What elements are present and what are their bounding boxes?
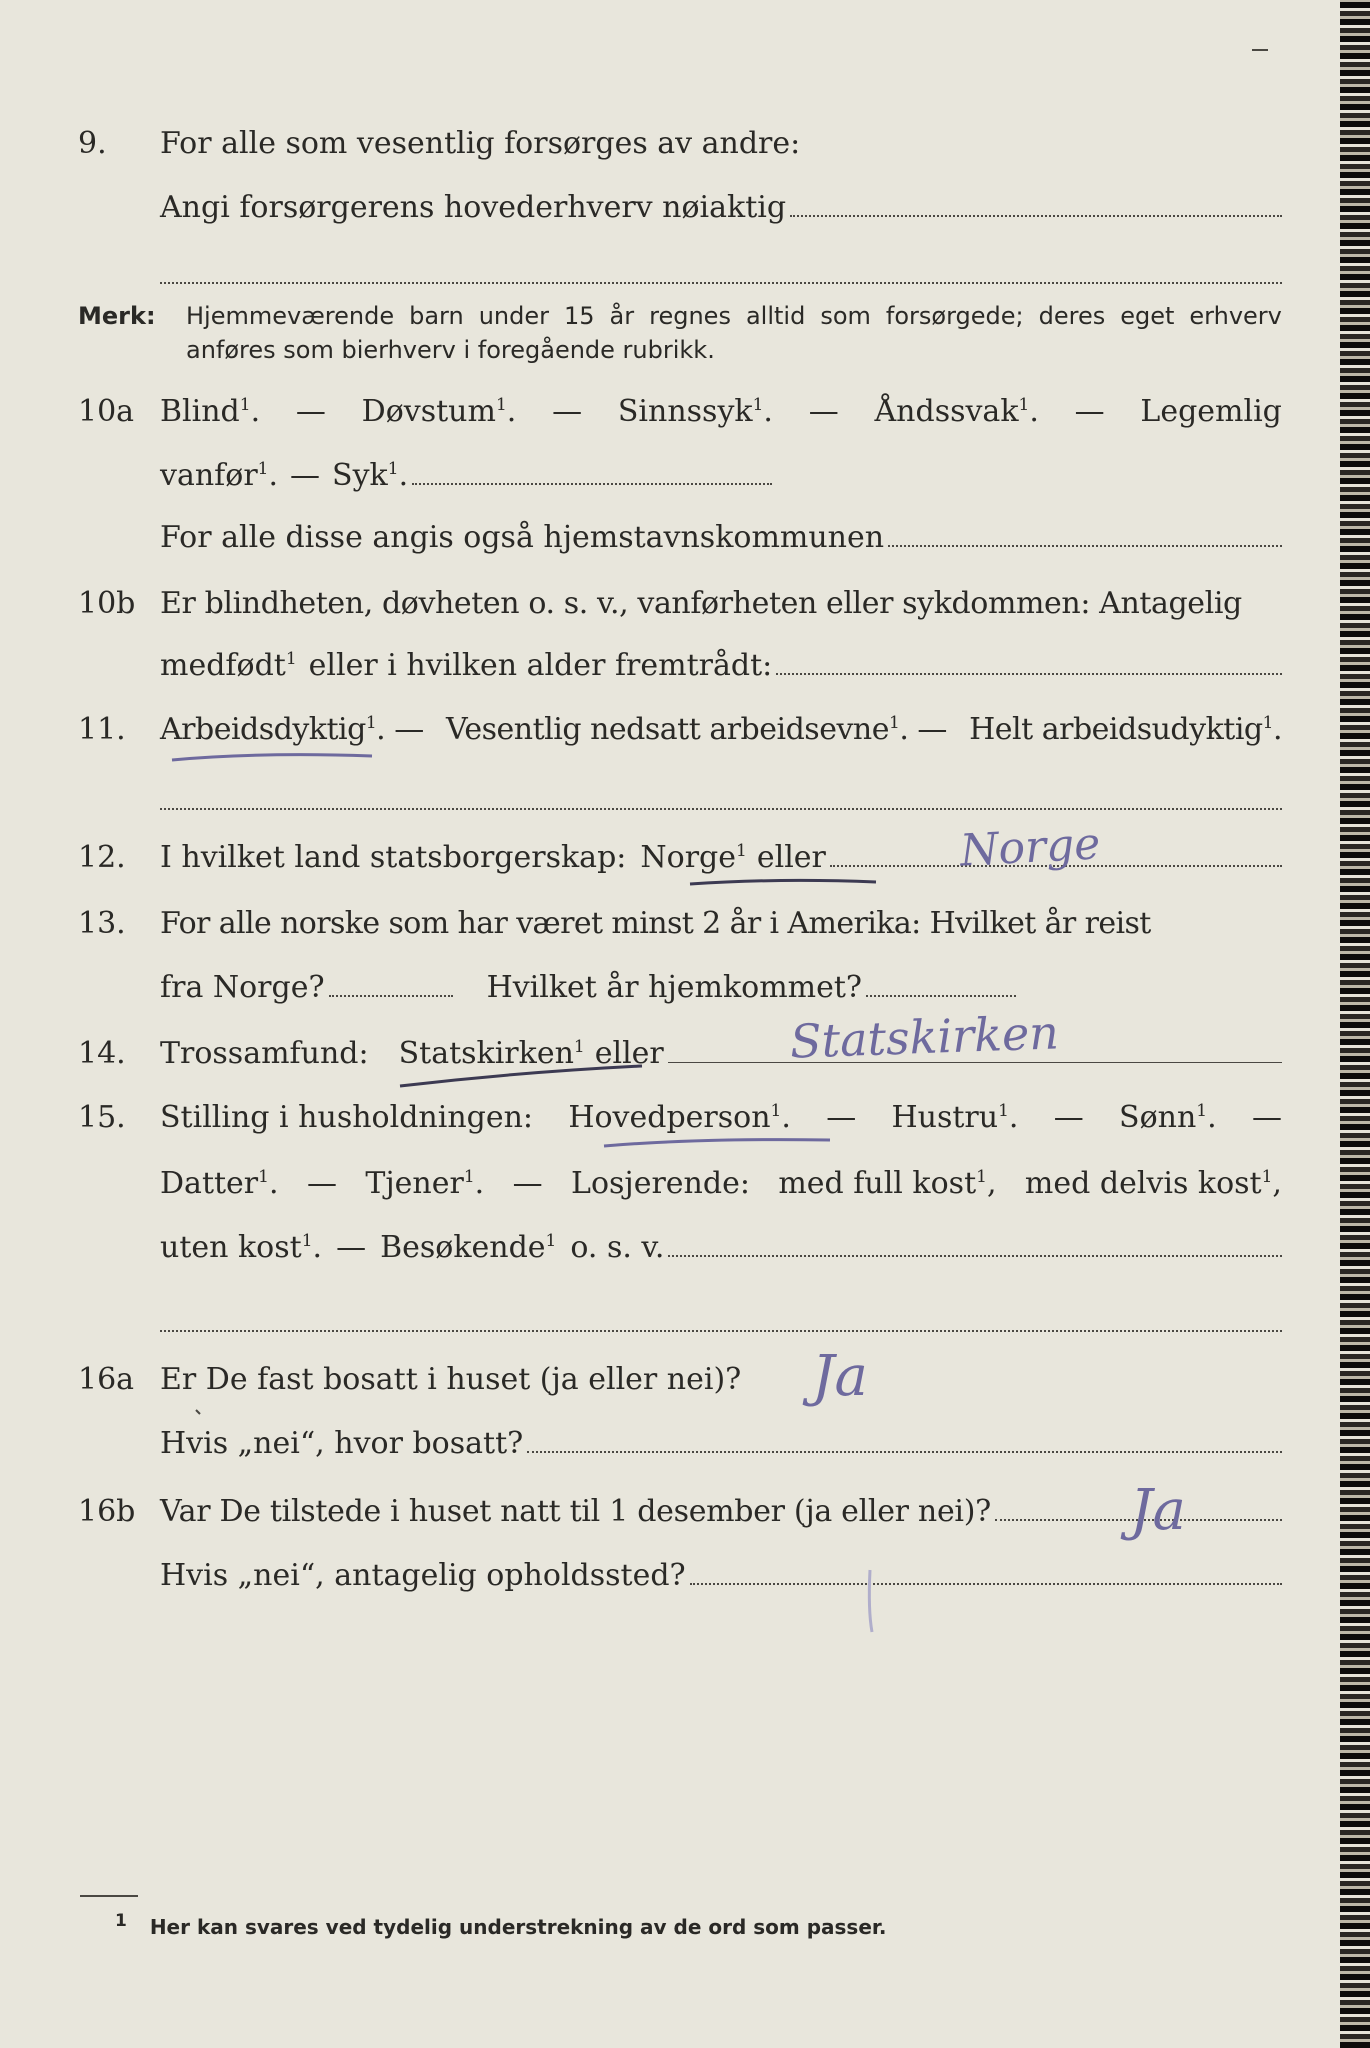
note-text-line-1 [186, 302, 1282, 330]
question-number: 13. [78, 906, 126, 941]
footnote-mark: 1 [115, 1911, 127, 1932]
question-13-line-1 [0, 906, 1340, 950]
option-andssvak[interactable]: Åndssvak [874, 394, 1019, 429]
question-13-prompt-b: Hvilket år hjemkommet? [486, 970, 863, 1005]
question-number: 9. [78, 126, 107, 161]
option-medfodt[interactable]: medfødt [160, 648, 286, 683]
question-10a-line-3 [0, 520, 1340, 564]
answer-field-occupation[interactable] [790, 197, 1282, 217]
question-number: 10a [78, 394, 135, 429]
question-13-prompt-a: fra Norge? [160, 970, 325, 1005]
question-number: 14. [78, 1036, 126, 1071]
option-hovedperson[interactable]: Hovedperson [568, 1100, 771, 1135]
answer-field-hjemstavn[interactable] [888, 527, 1282, 547]
option-losjerende: Losjerende: [571, 1166, 750, 1201]
question-number: 11. [78, 712, 126, 747]
question-number: 10b [78, 586, 136, 621]
answer-field-alder[interactable] [776, 655, 1282, 675]
question-10a-prompt: For alle disse angis også hjemstavnskommunen [160, 520, 885, 555]
handwritten-answer-16b: Ja [1130, 1478, 1186, 1543]
question-12-line: 12. I hvilket land statsborgerskap: Norge$^1$ eller [0, 840, 1340, 884]
question-number: 16b [78, 1494, 136, 1529]
question-10b-text: Er blindheten, døvheten o. s. v., vanførheten eller sykdommen: Antagelig [160, 586, 1242, 621]
question-16a-line-2 [0, 1426, 1340, 1470]
question-number: 15. [78, 1100, 126, 1135]
question-10b-line-1 [0, 586, 1340, 630]
question-16a-prompt: Hvis „nei“, hvor bosatt? [160, 1426, 524, 1461]
note-word: eget [1120, 302, 1175, 330]
note-text-line-2: anføres som bierhverv i foregående rubrikk. [186, 336, 715, 364]
question-16b-prompt: Hvis „nei“, antagelig opholdssted? [160, 1558, 686, 1593]
note-merk [78, 302, 1282, 330]
question-15-text: Stilling i husholdningen: [160, 1100, 534, 1135]
question-16b-text: Var De tilstede i huset natt til 1 desember (ja eller nei)? [160, 1494, 991, 1529]
answer-field-hjemkommet[interactable] [866, 977, 1016, 997]
question-14-text: Trossamfund: [160, 1036, 369, 1071]
answer-field-opholdssted[interactable] [690, 1565, 1282, 1585]
option-syk[interactable]: Syk [332, 458, 388, 493]
question-14-line: 14. Trossamfund: Statskirken$^1$ eller [0, 1036, 1340, 1080]
question-16a-line-1 [0, 1362, 1340, 1406]
question-10a-line-1: 10a Blind$^1$. — Døvstum$^1$. — Sinnssyk$^1$. — Åndssvak$^1$. — Legemlig [78, 394, 1282, 429]
footnote-text: Her kan svares ved tydelig understrekning av de ord som passer. [149, 1915, 887, 1939]
option-uten-kost[interactable]: uten kost [160, 1230, 302, 1265]
note-word: under [478, 302, 549, 330]
question-16b-line-2 [0, 1558, 1340, 1602]
question-15-line-1: 15. Stilling i husholdningen: Hovedperson$^1$. — Hustru$^1$. — Sønn$^1$. — [78, 1100, 1282, 1135]
option-norge[interactable]: Norge [640, 840, 737, 875]
option-nedsatt[interactable]: Vesentlig nedsatt arbeidsevne [445, 712, 889, 747]
question-9-text: For alle som vesentlig forsørges av andre: [160, 126, 801, 161]
option-vanfor[interactable]: vanfør [160, 458, 258, 493]
handwritten-answer-statskirken: Statskirken [789, 1005, 1060, 1069]
answer-field-reist[interactable] [329, 977, 453, 997]
answer-line[interactable] [160, 282, 1282, 284]
note-word: barn [409, 302, 464, 330]
option-dovstum[interactable]: Døvstum [361, 394, 496, 429]
answer-line[interactable] [160, 808, 1282, 810]
option-datter[interactable]: Datter [160, 1166, 259, 1201]
option-sinnssyk[interactable]: Sinnssyk [617, 394, 753, 429]
answer-field-syk[interactable] [412, 465, 772, 485]
question-16a-text: Er De fast bosatt i huset (ja eller nei)? [160, 1362, 742, 1397]
answer-line[interactable] [160, 1330, 1282, 1332]
footnote-rule [80, 1895, 138, 1897]
note-word: 15 [564, 302, 595, 330]
question-number: 16a [78, 1362, 135, 1397]
option-osv: o. s. v. [570, 1230, 665, 1265]
note-word: erhverv [1189, 302, 1282, 330]
option-legemlig[interactable]: Legemlig [1140, 394, 1282, 429]
ink-stroke [196, 1410, 200, 1414]
note-word: deres [1038, 302, 1106, 330]
note-word: forsørgede; [885, 302, 1024, 330]
question-15-line-2: Datter$^1$. — Tjener$^1$. — Losjerende: med full kost$^1$, med delvis kost$^1$, [160, 1166, 1282, 1201]
note-word: Hjemmeværende [186, 302, 395, 330]
option-eller: eller [594, 1036, 664, 1071]
note-word: som [820, 302, 871, 330]
option-eller: eller [756, 840, 826, 875]
option-tjener[interactable]: Tjener [365, 1166, 464, 1201]
note-word: regnes [649, 302, 731, 330]
option-delvis-kost[interactable]: med delvis kost [1024, 1166, 1262, 1201]
question-10b-prompt: eller i hvilken alder fremtrådt: [308, 648, 773, 683]
option-blind[interactable]: Blind [160, 394, 240, 429]
question-9-line-1 [0, 126, 1340, 170]
note-word: år [609, 302, 635, 330]
answer-field-bosatt[interactable] [527, 1433, 1282, 1453]
option-sonn[interactable]: Sønn [1119, 1100, 1197, 1135]
question-12-text: I hvilket land statsborgerskap: [160, 840, 627, 875]
option-hustru[interactable]: Hustru [891, 1100, 999, 1135]
option-arbeidsdyktig[interactable]: Arbeidsdyktig [160, 712, 366, 747]
handwritten-answer-16a: Ja [812, 1344, 868, 1409]
option-udyktig[interactable]: Helt arbeidsudyktig [969, 712, 1263, 747]
question-9-prompt: Angi forsørgerens hovederhverv nøiaktig [160, 190, 787, 225]
option-besokende[interactable]: Besøkende [380, 1230, 546, 1265]
handwritten-answer-norge: Norge [958, 818, 1102, 877]
question-10b-line-2: medfødt$^1$ eller i hvilken alder fremtrådt: [0, 648, 1340, 692]
option-full-kost[interactable]: med full kost [778, 1166, 977, 1201]
option-statskirken[interactable]: Statskirken [398, 1036, 574, 1071]
question-11-line: 11. Arbeidsdyktig$^1$. — Vesentlig nedsatt arbeidsevne$^1$. — Helt arbeidsudyktig$^1$. [78, 712, 1282, 747]
question-10a-line-2: vanfør$^1$. — Syk$^1$. [0, 458, 1340, 502]
answer-field-stilling[interactable] [668, 1237, 1282, 1257]
note-label: Merk: [78, 302, 156, 330]
question-13-text: For alle norske som har været minst 2 år i Amerika: Hvilket år reist [160, 906, 1151, 941]
question-15-line-3: uten kost$^1$. — Besøkende$^1$ o. s. v. [0, 1230, 1340, 1274]
question-13-line-2 [0, 970, 1340, 1014]
page-edge [1340, 0, 1370, 2048]
footnote [115, 1911, 887, 1939]
question-number: 12. [78, 840, 126, 875]
note-word: alltid [745, 302, 806, 330]
question-9-line-2 [0, 190, 1340, 234]
